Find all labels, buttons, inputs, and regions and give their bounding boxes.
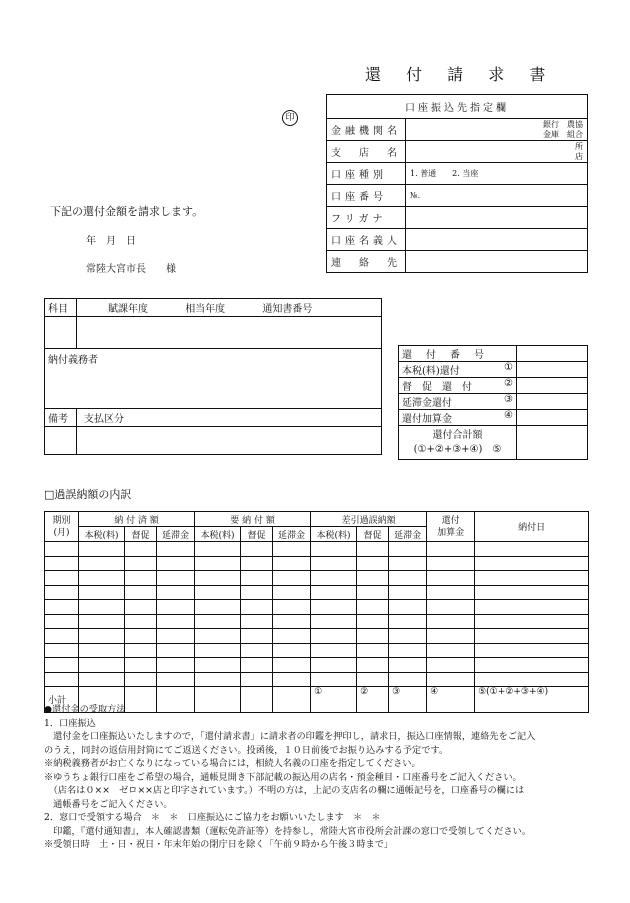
- table-cell[interactable]: [45, 658, 79, 673]
- table-row: [45, 600, 589, 615]
- table-cell[interactable]: [195, 643, 241, 658]
- table-cell[interactable]: [311, 643, 357, 658]
- table-cell[interactable]: [357, 614, 389, 629]
- table-cell[interactable]: [389, 600, 427, 615]
- bank-field-account-type[interactable]: 1. 普通 2. 当座: [406, 163, 588, 185]
- table-cell[interactable]: [475, 614, 589, 629]
- subject-blank-label: [45, 317, 77, 349]
- bank-table-header: 口座振込先指定欄: [327, 95, 588, 119]
- subcol-late-fee: 延滞金: [273, 527, 311, 542]
- table-row: [45, 658, 589, 673]
- table-cell[interactable]: [389, 556, 427, 571]
- table-row: [45, 556, 589, 571]
- table-cell[interactable]: [273, 556, 311, 571]
- table-cell[interactable]: [475, 643, 589, 658]
- table-cell[interactable]: [79, 571, 125, 586]
- table-row: [45, 585, 589, 600]
- addressee: 常陸大宮市長 様: [86, 264, 176, 275]
- subtotal-mark-1[interactable]: ①: [311, 687, 357, 713]
- table-cell[interactable]: [157, 614, 195, 629]
- seal-mark: 印: [282, 110, 298, 126]
- subcol-reminder: 督促: [357, 527, 389, 542]
- taxpayer-field[interactable]: [45, 349, 382, 409]
- refund-number-field[interactable]: [517, 346, 588, 362]
- bank-label-contact: 連 絡 先: [327, 251, 406, 273]
- payment-class-field[interactable]: [77, 427, 382, 455]
- table-cell[interactable]: [389, 643, 427, 658]
- table-cell[interactable]: [357, 556, 389, 571]
- section-title: □過誤納額の内訳: [44, 488, 132, 501]
- table-cell[interactable]: [125, 600, 157, 615]
- table-cell[interactable]: [427, 600, 475, 615]
- note-line: ●還付金の受取方法: [44, 704, 126, 715]
- table-cell[interactable]: [79, 643, 125, 658]
- table-cell[interactable]: [357, 542, 389, 557]
- table-cell[interactable]: [389, 585, 427, 600]
- note-line: 2．窓口で受領する場合 ＊ ＊ 口座振込にご協力をお願いいたします ＊ ＊: [44, 812, 381, 823]
- table-cell[interactable]: [125, 672, 157, 687]
- table-cell[interactable]: [241, 614, 273, 629]
- note-line: （店名は０×× ゼロ××店と印字されています。）不明の方は，上記の支店名の欄に通帳記号を，口座番号の欄には: [44, 785, 525, 796]
- table-row: [45, 542, 589, 557]
- col-refund-addition: 還付 加算金: [427, 512, 475, 542]
- table-cell[interactable]: [311, 571, 357, 586]
- table-cell[interactable]: [389, 542, 427, 557]
- refund-late-fee-label: 延滞金還付 ③: [399, 394, 517, 410]
- bank-field-institution[interactable]: 銀行 農協 金庫 組合: [406, 119, 588, 141]
- table-cell[interactable]: [311, 600, 357, 615]
- table-cell[interactable]: [195, 629, 241, 644]
- table-cell[interactable]: [475, 658, 589, 673]
- table-cell[interactable]: [475, 542, 589, 557]
- bank-field-account-holder[interactable]: [406, 229, 588, 251]
- taxpayer-label: 納付義務者: [48, 355, 98, 366]
- col-paid-date: 納付日: [475, 512, 589, 542]
- table-cell[interactable]: [273, 600, 311, 615]
- table-cell[interactable]: [45, 614, 79, 629]
- table-cell[interactable]: [241, 643, 273, 658]
- page-title: 還 付 請 求 書: [365, 65, 556, 84]
- refund-number-label: 還 付 番 号: [399, 346, 517, 362]
- table-cell[interactable]: [79, 556, 125, 571]
- table-row: [45, 672, 589, 687]
- table-cell[interactable]: [195, 542, 241, 557]
- table-cell[interactable]: [273, 672, 311, 687]
- bank-label-account-type: 口座種別: [327, 163, 406, 185]
- table-cell[interactable]: [157, 643, 195, 658]
- notes-section: [44, 703, 604, 852]
- table-cell[interactable]: [79, 585, 125, 600]
- table-cell[interactable]: [357, 672, 389, 687]
- subcol-principal: 本税(料): [79, 527, 125, 542]
- table-cell[interactable]: [427, 542, 475, 557]
- table-cell[interactable]: [125, 571, 157, 586]
- subject-table: [44, 298, 382, 455]
- table-cell[interactable]: [427, 614, 475, 629]
- table-cell[interactable]: [45, 600, 79, 615]
- table-cell[interactable]: [427, 658, 475, 673]
- subtotal-mark-5[interactable]: ⑤(①+②+③+④): [475, 687, 589, 713]
- table-cell[interactable]: [357, 600, 389, 615]
- note-line: ※納税義務者がお亡くなりになっている場合には，相続人名義の口座を指定してください。: [44, 758, 421, 769]
- table-cell[interactable]: [157, 571, 195, 586]
- bank-label-account-holder: 口座名義人: [327, 229, 406, 251]
- table-cell[interactable]: [311, 614, 357, 629]
- table-cell[interactable]: [157, 556, 195, 571]
- table-cell[interactable]: [195, 600, 241, 615]
- subtotal-mark-3[interactable]: ③: [389, 687, 427, 713]
- bank-field-contact[interactable]: [406, 251, 588, 273]
- note-line: 印鑑，『還付通知書』，本人確認書類（運転免許証等）を持参し，常陸大宮市役所会計課の窓口で受領してください。: [44, 825, 531, 837]
- table-row: [45, 614, 589, 629]
- table-cell[interactable]: [357, 571, 389, 586]
- col-period: 期別 (月): [45, 512, 79, 542]
- table-cell[interactable]: [311, 658, 357, 673]
- table-cell[interactable]: [125, 629, 157, 644]
- refund-table: [398, 345, 588, 460]
- table-cell[interactable]: [157, 585, 195, 600]
- table-cell[interactable]: [125, 556, 157, 571]
- table-cell[interactable]: [157, 542, 195, 557]
- table-cell[interactable]: [241, 629, 273, 644]
- table-cell[interactable]: [273, 614, 311, 629]
- col-group-due: 要 納 付 額: [195, 512, 311, 527]
- refund-total-label: 還付合計額 (①+②+③+④) ⑤: [399, 426, 517, 460]
- bank-field-account-number[interactable]: №.: [406, 185, 588, 207]
- refund-total-field[interactable]: [517, 426, 588, 460]
- breakdown-table: [44, 511, 589, 713]
- table-cell[interactable]: [125, 585, 157, 600]
- subject-header-row: 賦課年度 相当年度 通知書番号: [77, 299, 382, 317]
- table-cell[interactable]: [241, 600, 273, 615]
- table-cell[interactable]: [79, 542, 125, 557]
- note-line: ※ゆうちょ銀行口座をご希望の場合，通帳見開き下部記載の振込用の店名・預金種目・口座番号をご記入ください。: [44, 771, 522, 783]
- table-cell[interactable]: [45, 643, 79, 658]
- table-cell[interactable]: [357, 629, 389, 644]
- table-cell[interactable]: [195, 614, 241, 629]
- bank-transfer-table: [326, 94, 588, 273]
- subtotal-label: 小計: [45, 687, 79, 713]
- table-cell[interactable]: [45, 542, 79, 557]
- request-text: 下記の還付金額を請求します。: [50, 205, 204, 218]
- table-cell[interactable]: [357, 585, 389, 600]
- note-line: 1．口座振込: [44, 717, 96, 729]
- table-cell[interactable]: [195, 556, 241, 571]
- refund-principal-field[interactable]: [517, 362, 588, 378]
- table-cell[interactable]: [241, 556, 273, 571]
- table-cell[interactable]: [79, 672, 125, 687]
- table-cell[interactable]: [273, 629, 311, 644]
- table-cell[interactable]: [311, 542, 357, 557]
- table-cell[interactable]: [45, 571, 79, 586]
- table-cell[interactable]: [475, 600, 589, 615]
- table-cell[interactable]: [273, 571, 311, 586]
- table-cell[interactable]: [241, 542, 273, 557]
- table-cell[interactable]: [357, 643, 389, 658]
- table-row: [45, 571, 589, 586]
- note-line: のうえ，同封の返信用封筒にてご返送ください。投函後，１０日前後でお振り込みする予定です。: [44, 744, 449, 756]
- subcol-late-fee: 延滞金: [157, 527, 195, 542]
- table-cell[interactable]: [475, 571, 589, 586]
- table-cell[interactable]: [241, 571, 273, 586]
- table-cell[interactable]: [427, 643, 475, 658]
- col-group-paid: 納 付 済 額: [79, 512, 195, 527]
- bank-label-account-number: 口座番号: [327, 185, 406, 207]
- bank-label-branch: 支 店 名: [327, 141, 406, 163]
- table-cell[interactable]: [273, 542, 311, 557]
- table-cell[interactable]: [475, 672, 589, 687]
- table-cell[interactable]: [273, 585, 311, 600]
- table-cell[interactable]: [45, 585, 79, 600]
- table-cell[interactable]: [125, 614, 157, 629]
- table-cell[interactable]: [195, 672, 241, 687]
- subject-label: 科目: [45, 299, 77, 317]
- bank-field-furigana[interactable]: [406, 207, 588, 229]
- subtotal-mark-4[interactable]: ④: [427, 687, 475, 713]
- table-cell[interactable]: [79, 629, 125, 644]
- refund-late-fee-field[interactable]: [517, 394, 588, 410]
- table-cell[interactable]: [427, 629, 475, 644]
- table-cell[interactable]: [311, 672, 357, 687]
- refund-reminder-label: 督 促 還 付 ②: [399, 378, 517, 394]
- bank-field-branch[interactable]: 所 店: [406, 141, 588, 163]
- subcol-principal: 本税(料): [311, 527, 357, 542]
- note-line: 還付金を口座振込いたしますので，「還付請求書」に請求者の印鑑を押印し，請求日，振込口座情報，連絡先をご記入: [44, 731, 536, 742]
- table-cell[interactable]: [157, 672, 195, 687]
- table-cell[interactable]: [311, 556, 357, 571]
- remarks-label: 備考: [45, 409, 77, 427]
- table-cell[interactable]: [427, 672, 475, 687]
- table-cell[interactable]: [241, 585, 273, 600]
- table-cell[interactable]: [157, 600, 195, 615]
- table-cell[interactable]: [157, 658, 195, 673]
- col-group-overpaid: 差引過誤納額: [311, 512, 427, 527]
- table-cell[interactable]: [311, 585, 357, 600]
- table-cell[interactable]: [273, 658, 311, 673]
- table-cell[interactable]: [195, 585, 241, 600]
- table-cell[interactable]: [389, 571, 427, 586]
- table-row: [45, 643, 589, 658]
- table-cell[interactable]: [311, 629, 357, 644]
- note-line: 通帳番号をご記入ください。: [44, 798, 173, 810]
- table-cell[interactable]: [125, 643, 157, 658]
- table-cell[interactable]: [427, 585, 475, 600]
- subcol-principal: 本税(料): [195, 527, 241, 542]
- table-cell[interactable]: [475, 629, 589, 644]
- bank-label-furigana: フリガナ: [327, 207, 406, 229]
- refund-addition-field[interactable]: [517, 410, 588, 426]
- table-cell[interactable]: [125, 542, 157, 557]
- note-line: ※受領日時 土・日・祝日・年末年始の閉庁日を除く「午前９時から午後３時まで」: [44, 839, 394, 850]
- table-cell[interactable]: [79, 600, 125, 615]
- table-cell[interactable]: [357, 658, 389, 673]
- table-cell[interactable]: [45, 556, 79, 571]
- subject-value-field[interactable]: [77, 317, 382, 349]
- table-cell[interactable]: [475, 585, 589, 600]
- table-cell[interactable]: [427, 556, 475, 571]
- table-cell[interactable]: [79, 658, 125, 673]
- table-row: [45, 629, 589, 644]
- table-cell[interactable]: [241, 658, 273, 673]
- subcol-reminder: 督促: [241, 527, 273, 542]
- table-cell[interactable]: [427, 571, 475, 586]
- subtotal-mark-2[interactable]: ②: [357, 687, 389, 713]
- table-cell[interactable]: [389, 629, 427, 644]
- request-date[interactable]: 年 月 日: [86, 236, 136, 247]
- table-cell[interactable]: [475, 556, 589, 571]
- table-cell[interactable]: [195, 571, 241, 586]
- subcol-late-fee: 延滞金: [389, 527, 427, 542]
- subcol-reminder: 督促: [125, 527, 157, 542]
- refund-reminder-field[interactable]: [517, 378, 588, 394]
- table-cell[interactable]: [157, 629, 195, 644]
- table-cell[interactable]: [45, 629, 79, 644]
- table-cell[interactable]: [273, 643, 311, 658]
- table-cell[interactable]: [389, 672, 427, 687]
- table-cell[interactable]: [195, 658, 241, 673]
- refund-addition-label: 還付加算金 ④: [399, 410, 517, 426]
- table-cell[interactable]: [389, 614, 427, 629]
- payment-class-label: 支払区分: [77, 409, 382, 427]
- table-cell[interactable]: [125, 658, 157, 673]
- bank-label-institution: 金融機関名: [327, 119, 406, 141]
- refund-principal-label: 本税(料)還付 ①: [399, 362, 517, 378]
- table-cell[interactable]: [241, 672, 273, 687]
- table-cell[interactable]: [79, 614, 125, 629]
- table-cell[interactable]: [389, 658, 427, 673]
- table-cell[interactable]: [45, 672, 79, 687]
- remarks-blank: [45, 427, 77, 455]
